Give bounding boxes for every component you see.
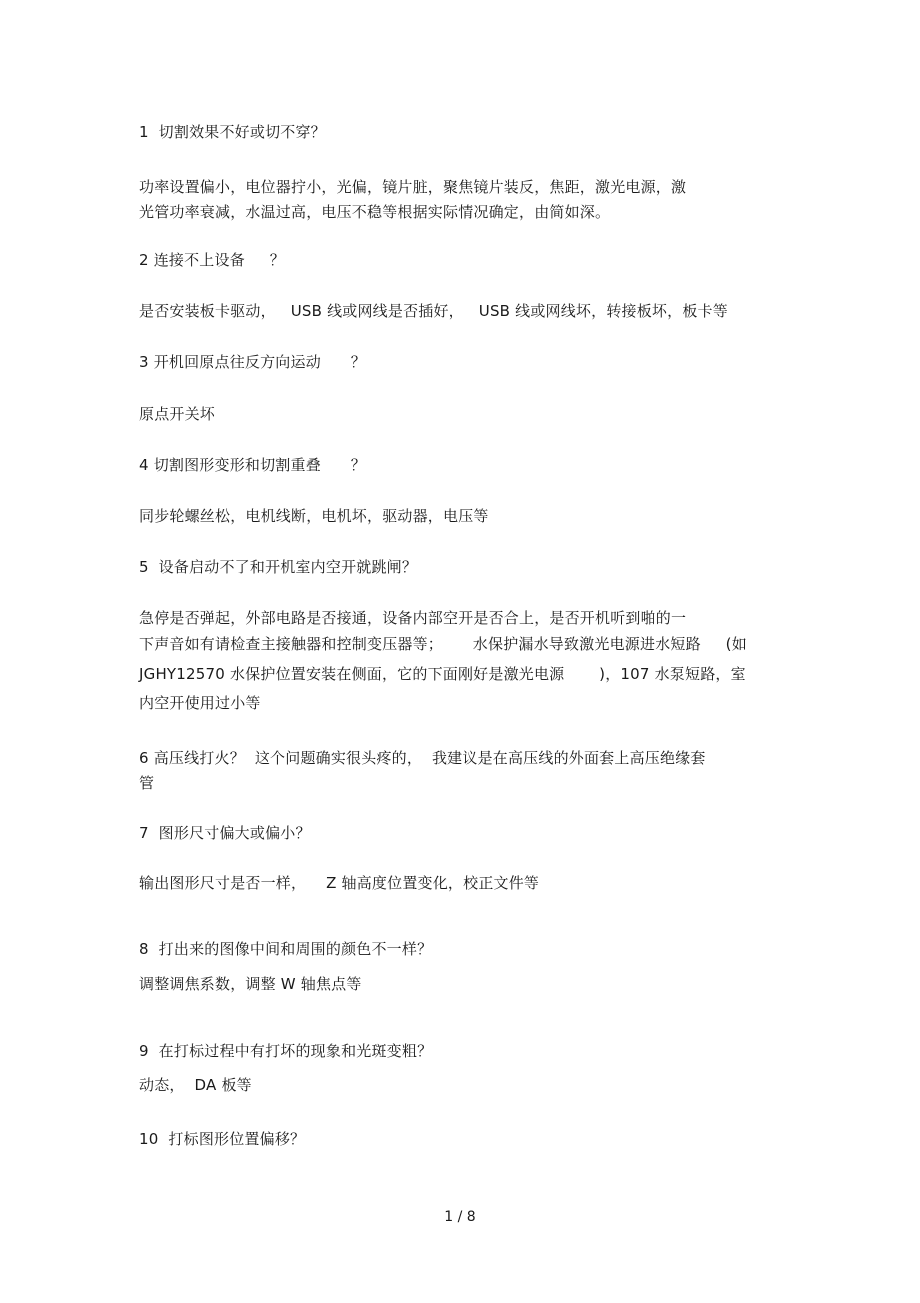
section-heading-1: 1 切割效果不好或切不穿？ [139, 123, 326, 141]
section-body-8-line-1: 调整调焦系数，调整 W 轴焦点等 [139, 975, 362, 993]
section-heading-9: 9 在打标过程中有打坏的现象和光斑变粗？ [139, 1042, 433, 1060]
section-body-5-line-4: 内空开使用过小等 [139, 694, 261, 712]
section-heading-8: 8 打出来的图像中间和周围的颜色不一样？ [139, 940, 433, 958]
section-body-2-line-1: 是否安装板卡驱动， USB 线或网线是否插好， USB 线或网线坏，转接板坏，板卡等 [139, 302, 728, 320]
section-heading-4: 4 切割图形变形和切割重叠 ？ [139, 456, 366, 474]
section-body-5-line-3: JGHY12570 水保护位置安装在侧面，它的下面刚好是激光电源 )，107 水泵短路，室 [139, 665, 746, 683]
section-heading-5: 5 设备启动不了和开机室内空开就跳闸？ [139, 558, 418, 576]
section-body-3-line-1: 原点开关坏 [139, 405, 216, 423]
section-body-7-line-1: 输出图形尺寸是否一样， Z 轴高度位置变化，校正文件等 [139, 874, 540, 892]
section-body-5-line-1: 急停是否弹起，外部电路是否接通，设备内部空开是否合上，是否开机听到啪的一 [139, 609, 687, 627]
section-heading-2: 2 连接不上设备 ？ [139, 251, 285, 269]
section-body-1-line-1: 功率设置偏小，电位器拧小，光偏，镜片脏，聚焦镜片装反，焦距，激光电源，激 [139, 178, 687, 196]
section-body-1-line-2: 光管功率衰减，水温过高，电压不稳等根据实际情况确定，由简如深。 [139, 203, 611, 221]
section-body-9-line-1: 动态， DA 板等 [139, 1076, 252, 1094]
section-heading-10: 10 打标图形位置偏移？ [139, 1130, 306, 1148]
section-heading-7: 7 图形尺寸偏大或偏小？ [139, 824, 311, 842]
section-body-6-line-1: 管 [139, 774, 155, 792]
section-heading-3: 3 开机回原点往反方向运动 ？ [139, 353, 366, 371]
section-body-5-line-2: 下声音如有请检查主接触器和控制变压器等； 水保护漏水导致激光电源进水短路 (如 [139, 635, 747, 653]
section-body-4-line-1: 同步轮螺丝松，电机线断，电机坏，驱动器，电压等 [139, 507, 489, 525]
page-number: 1 / 8 [444, 1209, 476, 1225]
section-heading-6: 6 高压线打火？ 这个问题确实很头疼的， 我建议是在高压线的外面套上高压绝缘套 [139, 749, 706, 767]
